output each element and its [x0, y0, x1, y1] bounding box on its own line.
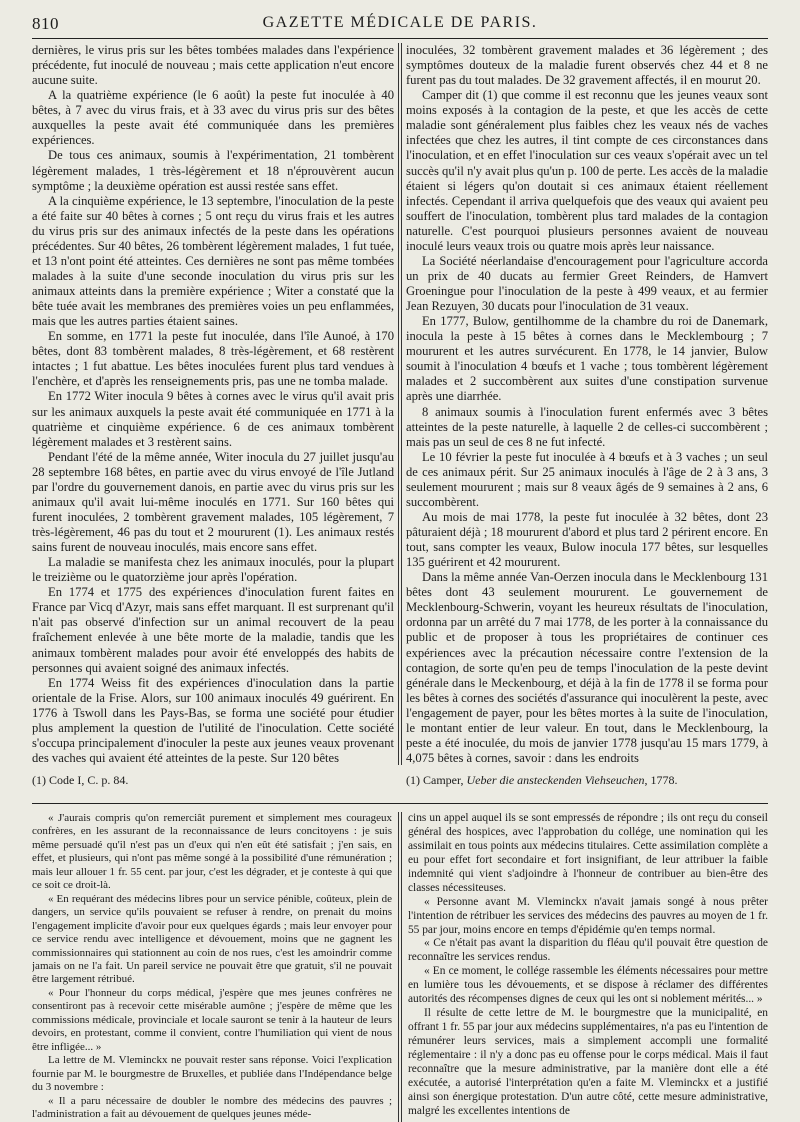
upper-section [32, 43, 768, 765]
footnotes [32, 765, 768, 795]
paragraph: En 1772 Witer inocula 9 bêtes à cornes avec le virus qu'il avait pris sur les animaux auxquels la peste avait été communiquée en 1771 à la quatrième et cinquième expérience. 6 de ces animaux tombèrent légèrement malades et 3 restèrent sains. [32, 389, 395, 449]
page-number: 810 [32, 14, 59, 33]
paragraph: Pendant l'été de la même année, Witer inocula du 27 juillet jusqu'au 28 septembre 168 bêtes, en partie avec du virus envoyé de l'île Jutland par l'ordre du gouvernement danois, en partie avec du virus pris sur les animaux qu'il avait lui-même inoculés en 1771. Sur 160 bêtes qui furent inoculées, 2 tombèrent gravement malades, 105 légèrement, 7 très-légèrement, 46 pas du tout et 2 moururent (1). Les animaux restés sains furent de nouveau inoculés, mais encore sans effet. [32, 449, 395, 555]
section-divider [32, 803, 768, 804]
paragraph: La maladie se manifesta chez les animaux inoculés, pour la plupart le treizième ou le quatorzième jour après l'opération. [32, 555, 395, 585]
lower-section [32, 812, 768, 1122]
paragraph: Il résulte de cette lettre de M. le bourgmestre que la municipalité, en offrant 1 fr. 55 par jour aux médecins supplémentaires, n'a pas eu l'intention de rémunérer leurs services, mais a simplement accompli une formalité réglementaire : il n'y a donc pas eu offense pour le corps médical. Mais il faut reconnaître que la mesure administrative, par la manière dont elle a été exécutée, a autorisé l'interprétation qu'en a faite M. Vleminckx et a justifié ainsi son énergique protestation. D'un autre côté, cette mesure administrative, malgré les excellentes intentions de [407, 1007, 768, 1117]
column-separator [398, 812, 402, 1122]
footnote-right-prefix: (1) Camper, [406, 772, 467, 787]
paragraph: « En ce moment, le collége rassemble les éléments nécessaires pour mettre en lumière tous les dévouements, et se dispose à réclamer des différentes autorités des récompenses dignes de ceux qui les ont si noblement mérités... » [407, 965, 768, 1006]
journal-title: GAZETTE MÉDICALE DE PARIS. [262, 14, 538, 31]
paragraph: La lettre de M. Vleminckx ne pouvait rester sans réponse. Voici l'explication fournie par M. le bourgmestre de Bruxelles, et publiée dans l'Indépendance belge du 3 novembre : [32, 1054, 393, 1094]
footnote-right-suffix: , 1778. [644, 772, 678, 787]
paragraph: « Personne avant M. Vleminckx n'avait jamais songé à nous prêter l'intention de rétribuer les services des médecins des pauvres au moyen de 1 fr. 55 par jour, moins encore en temps d'épidémie qu'en temps normal. [407, 895, 768, 936]
paragraph: La Société néerlandaise d'encouragement pour l'agriculture accorda un prix de 40 ducats au fermier Greet Reinders, de Hamvert Groeningue pour l'inoculation de la peste à 499 veaux, et au fermier Jean Rezuyen, 30 ducats pour l'inoculation de 31 veaux. [405, 253, 768, 314]
lower-left-column [32, 812, 392, 1122]
paragraph: « J'aurais compris qu'on remerciât purement et simplement mes courageux confrères, en les assurant de la reconnaissance de leurs concitoyens : je suis même persuadé qu'il n'est pas un d'eux qui n'en eût été satisfait ; j'en sais, en effet, et plusieurs, qui n'ont pas même songé à la possibilité d'une rémunération ; mais leur allouer 1 fr. 55 cent. par jour, c'est les dégrader, et je conteste à qui que ce soit ce droit-là. [32, 812, 393, 892]
page-header [32, 14, 768, 39]
paragraph: Le 10 février la peste fut inoculée à 4 bœufs et à 3 vaches ; un seul de ces animaux périt. Sur 25 animaux inoculés à l'âge de 2 à 3 ans, 3 seulement moururent ; mais sur 8 veaux âgés de 9 semaines à 2 ans, 6 succombèrent. [405, 449, 768, 509]
right-column [406, 43, 768, 765]
paragraph: De tous ces animaux, soumis à l'expérimentation, 21 tombèrent légèrement malades, 1 très-légèrement et 18 n'éprouvèrent aucun symptôme ; la deuxième opération est aussi restée sans effet. [32, 148, 395, 193]
paragraph: Au mois de mai 1778, la peste fut inoculée à 32 bêtes, dont 23 pâturaient déjà ; 18 moururent d'abord et plus tard 2 périrent encore. En tout, sans compter les veaux, Bulow inocula 177 bêtes, sur lesquelles 135 guérirent et 42 moururent. [405, 509, 768, 570]
paragraph: inoculées, 32 tombèrent gravement malades et 36 légèrement ; des symptômes douteux de la maladie furent observés chez 44 et 8 ne furent pas du tout malades. De 32 gravement affectés, il en mourut 20. [405, 43, 768, 88]
paragraph: A la quatrième expérience (le 6 août) la peste fut inoculée à 40 bêtes, à 7 avec du virus frais, et à 33 avec du virus pris sur des bêtes auxquelles la peste avait été communiquée dans les premières expériences. [32, 88, 395, 148]
left-column [32, 43, 394, 765]
footnote-right-title: Ueber die ansteckenden Viehseuchen [466, 772, 645, 787]
paragraph: « En requérant des médecins libres pour un service pénible, coûteux, plein de dangers, un service qu'ils pouvaient se refuser à rendre, on prenait du moins l'engagement implicite d'avoir pour eux quelques égards ; mais leur envoyer pour ce service rendu avec intelligence et dévouement, moins que ne gagnent les commissionnaires qui stationnent au coin de nos rues, c'est les amoindrir comme jamais on ne l'a fait. Un pareil service ne pouvait être que gratuit, s'il ne pouvait être largement rétribué. [32, 892, 393, 986]
paragraph: En somme, en 1771 la peste fut inoculée, dans l'île Aunoé, à 170 bêtes, dont 83 tombèrent malades, 8 très-légèrement, et 68 restèrent intactes ; 1 fut abattue. Les bêtes inoculées furent plus tard vendues à l'enchère, et d'après les renseignements pris, pas une ne tomba malade. [32, 329, 395, 389]
footnote-right [394, 773, 768, 788]
paragraph: « Ce n'était pas avant la disparition du fléau qu'il pouvait être question de reconnaître les services rendus. [407, 937, 768, 964]
paragraph: En 1774 et 1775 des expériences d'inoculation furent faites en France par Vicq d'Azyr, mais sans effet marquant. Il est surprenant qu'il n'ait pas observé d'infection sur un animal recouvert de la peau fraîchement enlevée à une bête morte de la maladie, tandis que les animaux tombèrent malades pour avoir été enveloppés des habits de personnes qui avaient soigné des animaux infectés. [32, 585, 395, 675]
paragraph: En 1774 Weiss fit des expériences d'inoculation dans la partie orientale de la Frise. Alors, sur 100 animaux inoculés 49 guérirent. En 1776 à Tswoll dans les Pays-Bas, se forma une société pour étudier plus amplement la question de l'utilité de l'inoculation. Cette société s'occupa principalement d'inoculer la peste aux jeunes veaux provenant des vaches qui avaient été atteintes de la peste. Sur 120 bêtes [32, 675, 395, 765]
lower-right-column [408, 812, 768, 1122]
paragraph: A la cinquième expérience, le 13 septembre, l'inoculation de la peste a été faite sur 40 bêtes à cornes ; 5 ont reçu du virus frais et les autres du virus pris sur des animaux infectés de la peste dans les opérations précédentes. Sur 40 bêtes, 26 tombèrent légèrement malades, 1 fut tuée, et 13 n'ont point été atteintes. Ces dernières ne sont pas même tombées malades à la suite d'une seconde inoculation du virus pris sur les animaux atteints dans la première expérience ; Witer a constaté que la bête tuée avait les membranes des premières voies un peu enflammées, mais que les autres parties étaient saines. [32, 193, 395, 329]
paragraph: Dans la même année Van-Oerzen inocula dans le Mecklenbourg 131 bêtes dont 43 seulement moururent. Le gouvernement de Mecklenbourg-Schwerin, voyant les heureux résultats de l'inoculation, ordonna par un arrêté du 7 mai 1778, de les porter à la connaissance du public et de proposer à tous les propriétaires de continuer ces expériences avec la précaution nécessaire contre l'extension de la contagion, de sorte qu'en peu de temps l'inoculation de la peste devint générale dans le Meckenbourg, et déjà à la fin de 1778 il se forma pour les bêtes à cornes des sociétés d'assurance qui inoculèrent la peste, avec l'engagement de payer, pour les bêtes mortes à la suite de l'inoculation, le montant entier de leur valeur. En tout, dans le Mecklenbourg, la peste a été inoculée, du mois de janvier 1778 jusqu'au 15 mars 1779, à 4,075 bêtes à cornes, savoir : dans les endroits [405, 570, 768, 765]
paragraph: En 1777, Bulow, gentilhomme de la chambre du roi de Danemark, inocula la peste à 15 bêtes à cornes dans le Mecklembourg ; 7 moururent et les autres survécurent. En 1778, le 14 janvier, Bulow soumit à l'inoculation 4 bœufs et 1 vache ; tous tombèrent légèrement malades et 2 succombèrent aux suites d'une constipation survenue après une diarrhée. [405, 314, 768, 404]
paragraph: 8 animaux soumis à l'inoculation furent enfermés avec 3 bêtes atteintes de la peste naturelle, à laquelle 2 de celles-ci succombèrent ; mais pas un seul de ces 8 ne fut infecté. [405, 404, 768, 449]
footnote-left: (1) Code I, C. p. 84. [32, 772, 129, 787]
paragraph: « Pour l'honneur du corps médical, j'espère que mes jeunes confrères ne consentiront pas à recevoir cette misérable aumône ; j'espère de même que les commissions médicale, provinciale et locale sauront se tenir à la hauteur de leurs devoirs, en protestant, comme il convient, contre l'humiliation qui vient de nous être infligée... » [32, 986, 393, 1053]
paragraph: Camper dit (1) que comme il est reconnu que les jeunes veaux sont moins exposés à la contagion de la peste, et que les accès de cette maladie sont généralement plus faibles chez les veaux nés de vaches infectées que chez les autres, il tint compte de ces circonstances dans l'inoculation, et en effet l'inoculation sur ces veaux s'opérait avec un tel succès qu'il n'y avait plus qu'un p. 100 de perte. Les accès de la maladie étaient si légers qu'on doutait si ces animaux étaient réellement infectés. Cependant il arriva quelquefois que des veaux qui avaient peu souffert de l'inoculation, tombèrent plus tard malades de la contagion naturelle. C'est pourquoi plusieurs personnes avaient de nouveau inoculé leurs veaux trois ou quatre mois après leur naissance. [405, 88, 768, 253]
paragraph: dernières, le virus pris sur les bêtes tombées malades dans l'expérience précédente, fut inoculé de nouveau ; mais cette application n'eut encore aucune suite. [32, 43, 395, 88]
paragraph: « Il a paru nécessaire de doubler le nombre des médecins des pauvres ; l'administration a fait au dévouement de quelques jeunes méde- [32, 1094, 393, 1120]
paragraph: cins un appel auquel ils se sont empressés de répondre ; ils ont reçu du conseil général des hospices, avec l'approbation du collége, une nomination qui les assimilait en tous points aux médecins titulaires. Cette assimilation complète a eu pour effet fort secondaire et fort insignifiant, de leur attribuer la faible indemnité qui vient s'adjoindre à l'honneur de contribuer au bien-être des classes nécessiteuses. [407, 812, 768, 894]
column-separator [398, 43, 402, 765]
